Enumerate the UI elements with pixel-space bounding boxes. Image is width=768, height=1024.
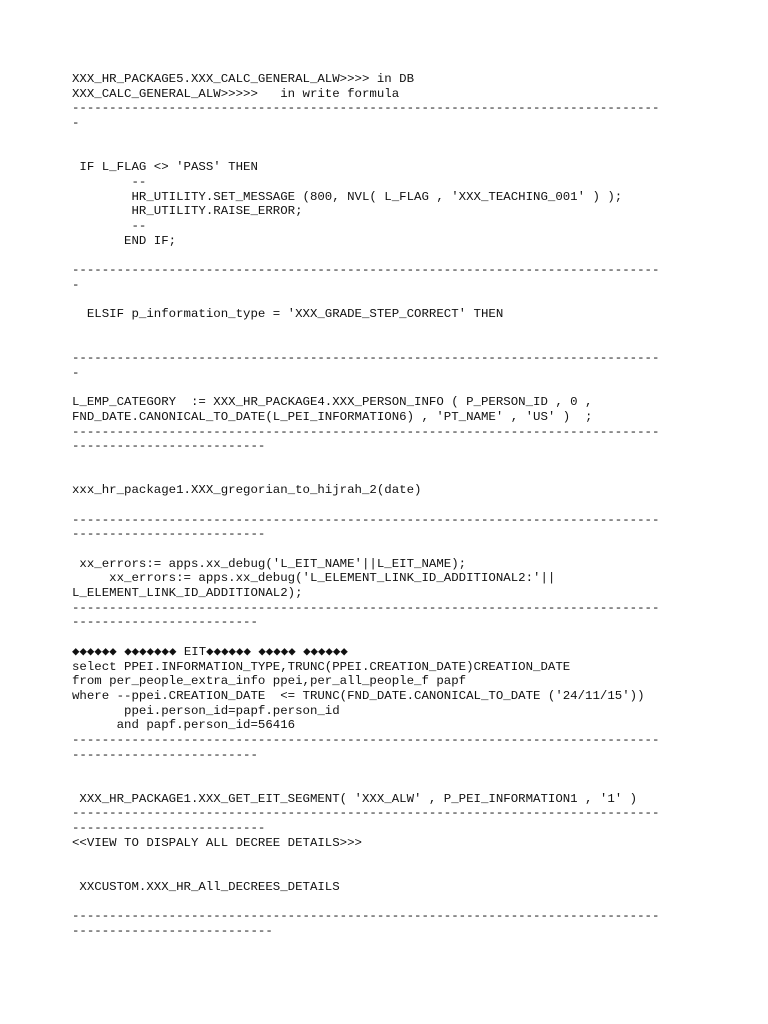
separator: -------------------------------------------------------------------------------	[72, 512, 660, 527]
code-line: L_EMP_CATEGORY := XXX_HR_PACKAGE4.XXX_PERSON_INFO ( P_PERSON_ID , 0 ,	[72, 395, 593, 410]
separator: -------------------------------------------------------------------------------	[72, 101, 660, 116]
code-line: xx_errors:= apps.xx_debug('L_ELEMENT_LINK_ID_ADDITIONAL2:'||	[72, 571, 556, 586]
separator: -	[72, 365, 80, 380]
eit-heading: ◆◆◆◆◆◆ ◆◆◆◆◆◆◆ EIT◆◆◆◆◆◆ ◆◆◆◆◆ ◆◆◆◆◆◆	[72, 644, 348, 659]
separator: -------------------------------------------------------------------------------	[72, 732, 660, 747]
text-line: XXX_CALC_GENERAL_ALW>>>>> in write formula	[72, 86, 400, 101]
code-line: --	[72, 218, 147, 233]
code-line: and papf.person_id=56416	[72, 718, 296, 733]
separator: --------------------------	[72, 439, 266, 454]
separator: -	[72, 277, 80, 292]
view-heading: <<VIEW TO DISPALY ALL DECREE DETAILS>>>	[72, 835, 362, 850]
code-line: XXX_HR_PACKAGE1.XXX_GET_EIT_SEGMENT( 'XXX_ALW' , P_PEI_INFORMATION1 , '1' )	[72, 791, 638, 806]
code-line: ppei.person_id=papf.person_id	[72, 703, 340, 718]
separator: --------------------------	[72, 527, 266, 542]
separator: -------------------------------------------------------------------------------	[72, 909, 660, 924]
code-line: IF L_FLAG <> 'PASS' THEN	[72, 160, 258, 175]
code-line: HR_UTILITY.SET_MESSAGE (800, NVL( L_FLAG , 'XXX_TEACHING_001' ) );	[72, 189, 623, 204]
separator: -------------------------------------------------------------------------------	[72, 351, 660, 366]
text-line: XXX_HR_PACKAGE5.XXX_CALC_GENERAL_ALW>>>> in DB	[72, 72, 415, 86]
code-line: END IF;	[72, 233, 177, 248]
code-line: xxx_hr_package1.XXX_gregorian_to_hijrah_2(date)	[72, 483, 422, 498]
separator: -------------------------------------------------------------------------------	[72, 424, 660, 439]
code-line: HR_UTILITY.RAISE_ERROR;	[72, 204, 303, 219]
separator: -------------------------------------------------------------------------------	[72, 806, 660, 821]
code-line: ELSIF p_information_type = 'XXX_GRADE_STEP_CORRECT' THEN	[72, 307, 504, 322]
code-line: FND_DATE.CANONICAL_TO_DATE(L_PEI_INFORMATION6) , 'PT_NAME' , 'US' ) ;	[72, 409, 593, 424]
code-line: --	[72, 174, 147, 189]
separator: -------------------------------------------------------------------------------	[72, 262, 660, 277]
separator: -------------------------	[72, 747, 258, 762]
separator: --------------------------	[72, 821, 266, 836]
code-line: where --ppei.CREATION_DATE <= TRUNC(FND_DATE.CANONICAL_TO_DATE ('24/11/15'))	[72, 688, 645, 703]
document-page	[72, 72, 712, 939]
code-line: L_ELEMENT_LINK_ID_ADDITIONAL2);	[72, 586, 303, 601]
separator: ---------------------------	[72, 923, 273, 938]
code-line: select PPEI.INFORMATION_TYPE,TRUNC(PPEI.CREATION_DATE)CREATION_DATE	[72, 659, 571, 674]
code-line: xx_errors:= apps.xx_debug('L_EIT_NAME'||L_EIT_NAME);	[72, 556, 467, 571]
separator: -------------------------------------------------------------------------------	[72, 600, 660, 615]
code-line: XXCUSTOM.XXX_HR_All_DECREES_DETAILS	[72, 879, 340, 894]
code-line: from per_people_extra_info ppei,per_all_people_f papf	[72, 674, 467, 689]
separator: -	[72, 116, 80, 131]
separator: -------------------------	[72, 615, 258, 630]
